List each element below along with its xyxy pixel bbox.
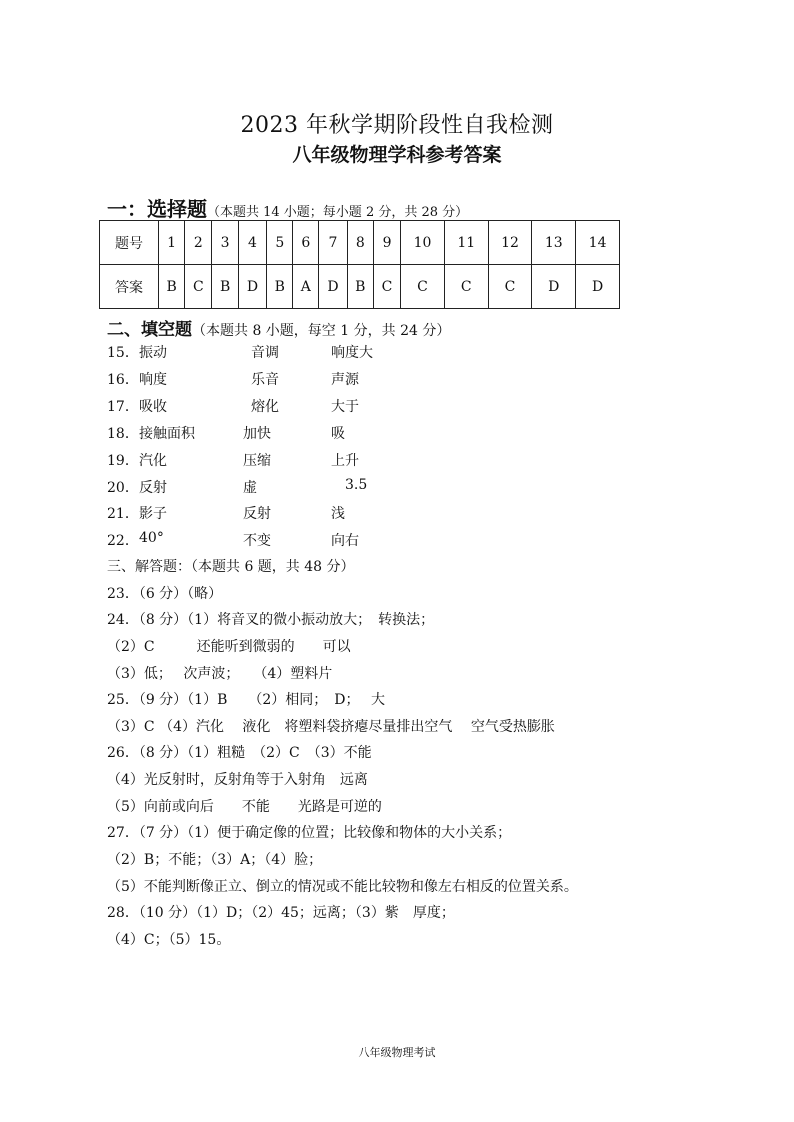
question-number: 4 [238, 221, 266, 265]
question-number: 12 [488, 221, 532, 265]
fill-item-number: 16． [107, 372, 139, 388]
answer-line: （5）不能判断像正立、倒立的情况或不能比较物和像左右相反的位置关系。 [107, 879, 578, 895]
answer-line: 24．（8 分）（1）将音叉的微小振动放大； 转换法； [107, 612, 435, 628]
answer-line: 25．（9 分）（1）B （2）相同； D； 大 [107, 692, 385, 708]
fill-item-number: 15． [107, 345, 139, 361]
answer-table [99, 220, 620, 309]
row-label-number: 题号 [100, 221, 159, 265]
page-subtitle: 八年级物理学科参考答案 [292, 144, 502, 166]
fill-answer-b: 反射 [243, 506, 271, 522]
question-number: 6 [293, 221, 319, 265]
fill-item-number: 19． [107, 453, 139, 469]
fill-answer-c: 响度大 [331, 345, 373, 361]
answer-cell: D [319, 265, 347, 309]
question-number: 7 [319, 221, 347, 265]
fill-answer-b: 乐音 [251, 372, 279, 388]
question-number: 13 [532, 221, 576, 265]
table-row-numbers [100, 221, 620, 265]
fill-item-number: 20． [107, 480, 139, 496]
answer-line: （2）C 还能听到微弱的 可以 [107, 639, 351, 655]
row-label-answer: 答案 [100, 265, 159, 309]
section2-heading-row [107, 315, 450, 340]
fill-answer-b: 压缩 [243, 453, 271, 469]
answer-line: 23．（6 分）（略） [107, 586, 223, 602]
fill-answer-b: 不变 [243, 533, 271, 549]
answer-cell: B [212, 265, 238, 309]
question-number: 14 [576, 221, 620, 265]
fill-answer-a: 接触面积 [139, 426, 195, 442]
page-title: 2023 年秋学期阶段性自我检测 [240, 113, 554, 138]
section1-heading: 一：选择题 [107, 197, 207, 221]
section1-heading-row [107, 193, 468, 222]
question-number: 10 [401, 221, 445, 265]
fill-item-number: 22． [107, 533, 139, 549]
fill-answer-a: 40° [139, 530, 164, 546]
fill-answer-b: 音调 [251, 345, 279, 361]
answer-cell: C [444, 265, 488, 309]
section2-note: （本题共 8 小题，每空 1 分，共 24 分） [192, 323, 451, 339]
fill-item-number: 18． [107, 426, 139, 442]
answer-line: 26．（8 分）（1）粗糙 （2）C （3）不能 [107, 745, 372, 761]
fill-answer-a: 反射 [139, 480, 167, 496]
answer-line: （5）向前或向后 不能 光路是可逆的 [107, 799, 382, 815]
answer-cell: C [401, 265, 445, 309]
page-footer: 八年级物理考试 [358, 1046, 436, 1059]
fill-answer-a: 影子 [139, 506, 167, 522]
answer-line: （3）低； 次声波； （4）塑料片 [107, 666, 333, 682]
fill-item-number: 17． [107, 399, 139, 415]
answer-cell: D [576, 265, 620, 309]
answer-cell: D [238, 265, 266, 309]
fill-answer-c: 大于 [331, 399, 359, 415]
fill-answer-c: 声源 [331, 372, 359, 388]
question-number: 2 [185, 221, 212, 265]
answer-line: （4）光反射时，反射角等于入射角 远离 [107, 772, 368, 788]
section3-heading: 三、解答题：（本题共 6 题，共 48 分） [107, 559, 355, 575]
answer-line: 27．（7 分）（1）便于确定像的位置；比较像和物体的大小关系； [107, 825, 512, 841]
fill-answer-a: 振动 [139, 345, 167, 361]
fill-answer-b: 加快 [243, 426, 271, 442]
answer-cell: C [373, 265, 400, 309]
question-number: 1 [159, 221, 185, 265]
answer-cell: C [185, 265, 212, 309]
question-number: 5 [267, 221, 293, 265]
fill-answer-c: 吸 [331, 426, 345, 442]
fill-answer-b: 熔化 [251, 399, 279, 415]
fill-answer-c: 3.5 [345, 477, 368, 493]
fill-answer-c: 上升 [331, 453, 359, 469]
question-number: 9 [373, 221, 400, 265]
fill-answer-b: 虚 [243, 480, 257, 496]
answer-cell: C [488, 265, 532, 309]
answer-line: （2）B；不能；（3）A；（4）脸； [107, 852, 323, 868]
fill-answer-a: 汽化 [139, 453, 167, 469]
fill-item-number: 21． [107, 506, 139, 522]
answer-line: （3）C （4）汽化 液化 将塑料袋挤瘪尽量排出空气 空气受热膨胀 [107, 719, 555, 735]
table-row-answers [100, 265, 620, 309]
answer-cell: D [532, 265, 576, 309]
answer-cell: B [159, 265, 185, 309]
section2-heading: 二、填空题 [107, 320, 192, 340]
answer-cell: B [347, 265, 373, 309]
fill-answer-c: 向右 [331, 533, 359, 549]
answer-line: （4）C；（5）15。 [107, 932, 231, 948]
fill-answer-a: 吸收 [139, 399, 167, 415]
fill-answer-c: 浅 [331, 506, 345, 522]
question-number: 8 [347, 221, 373, 265]
question-number: 3 [212, 221, 238, 265]
answer-line: 28．（10 分）（1）D；（2）45；远离；（3）紫 厚度； [107, 905, 455, 921]
section1-note: （本题共 14 小题；每小题 2 分，共 28 分） [207, 205, 469, 220]
answer-cell: A [293, 265, 319, 309]
answer-cell: B [267, 265, 293, 309]
question-number: 11 [444, 221, 488, 265]
fill-answer-a: 响度 [139, 372, 167, 388]
